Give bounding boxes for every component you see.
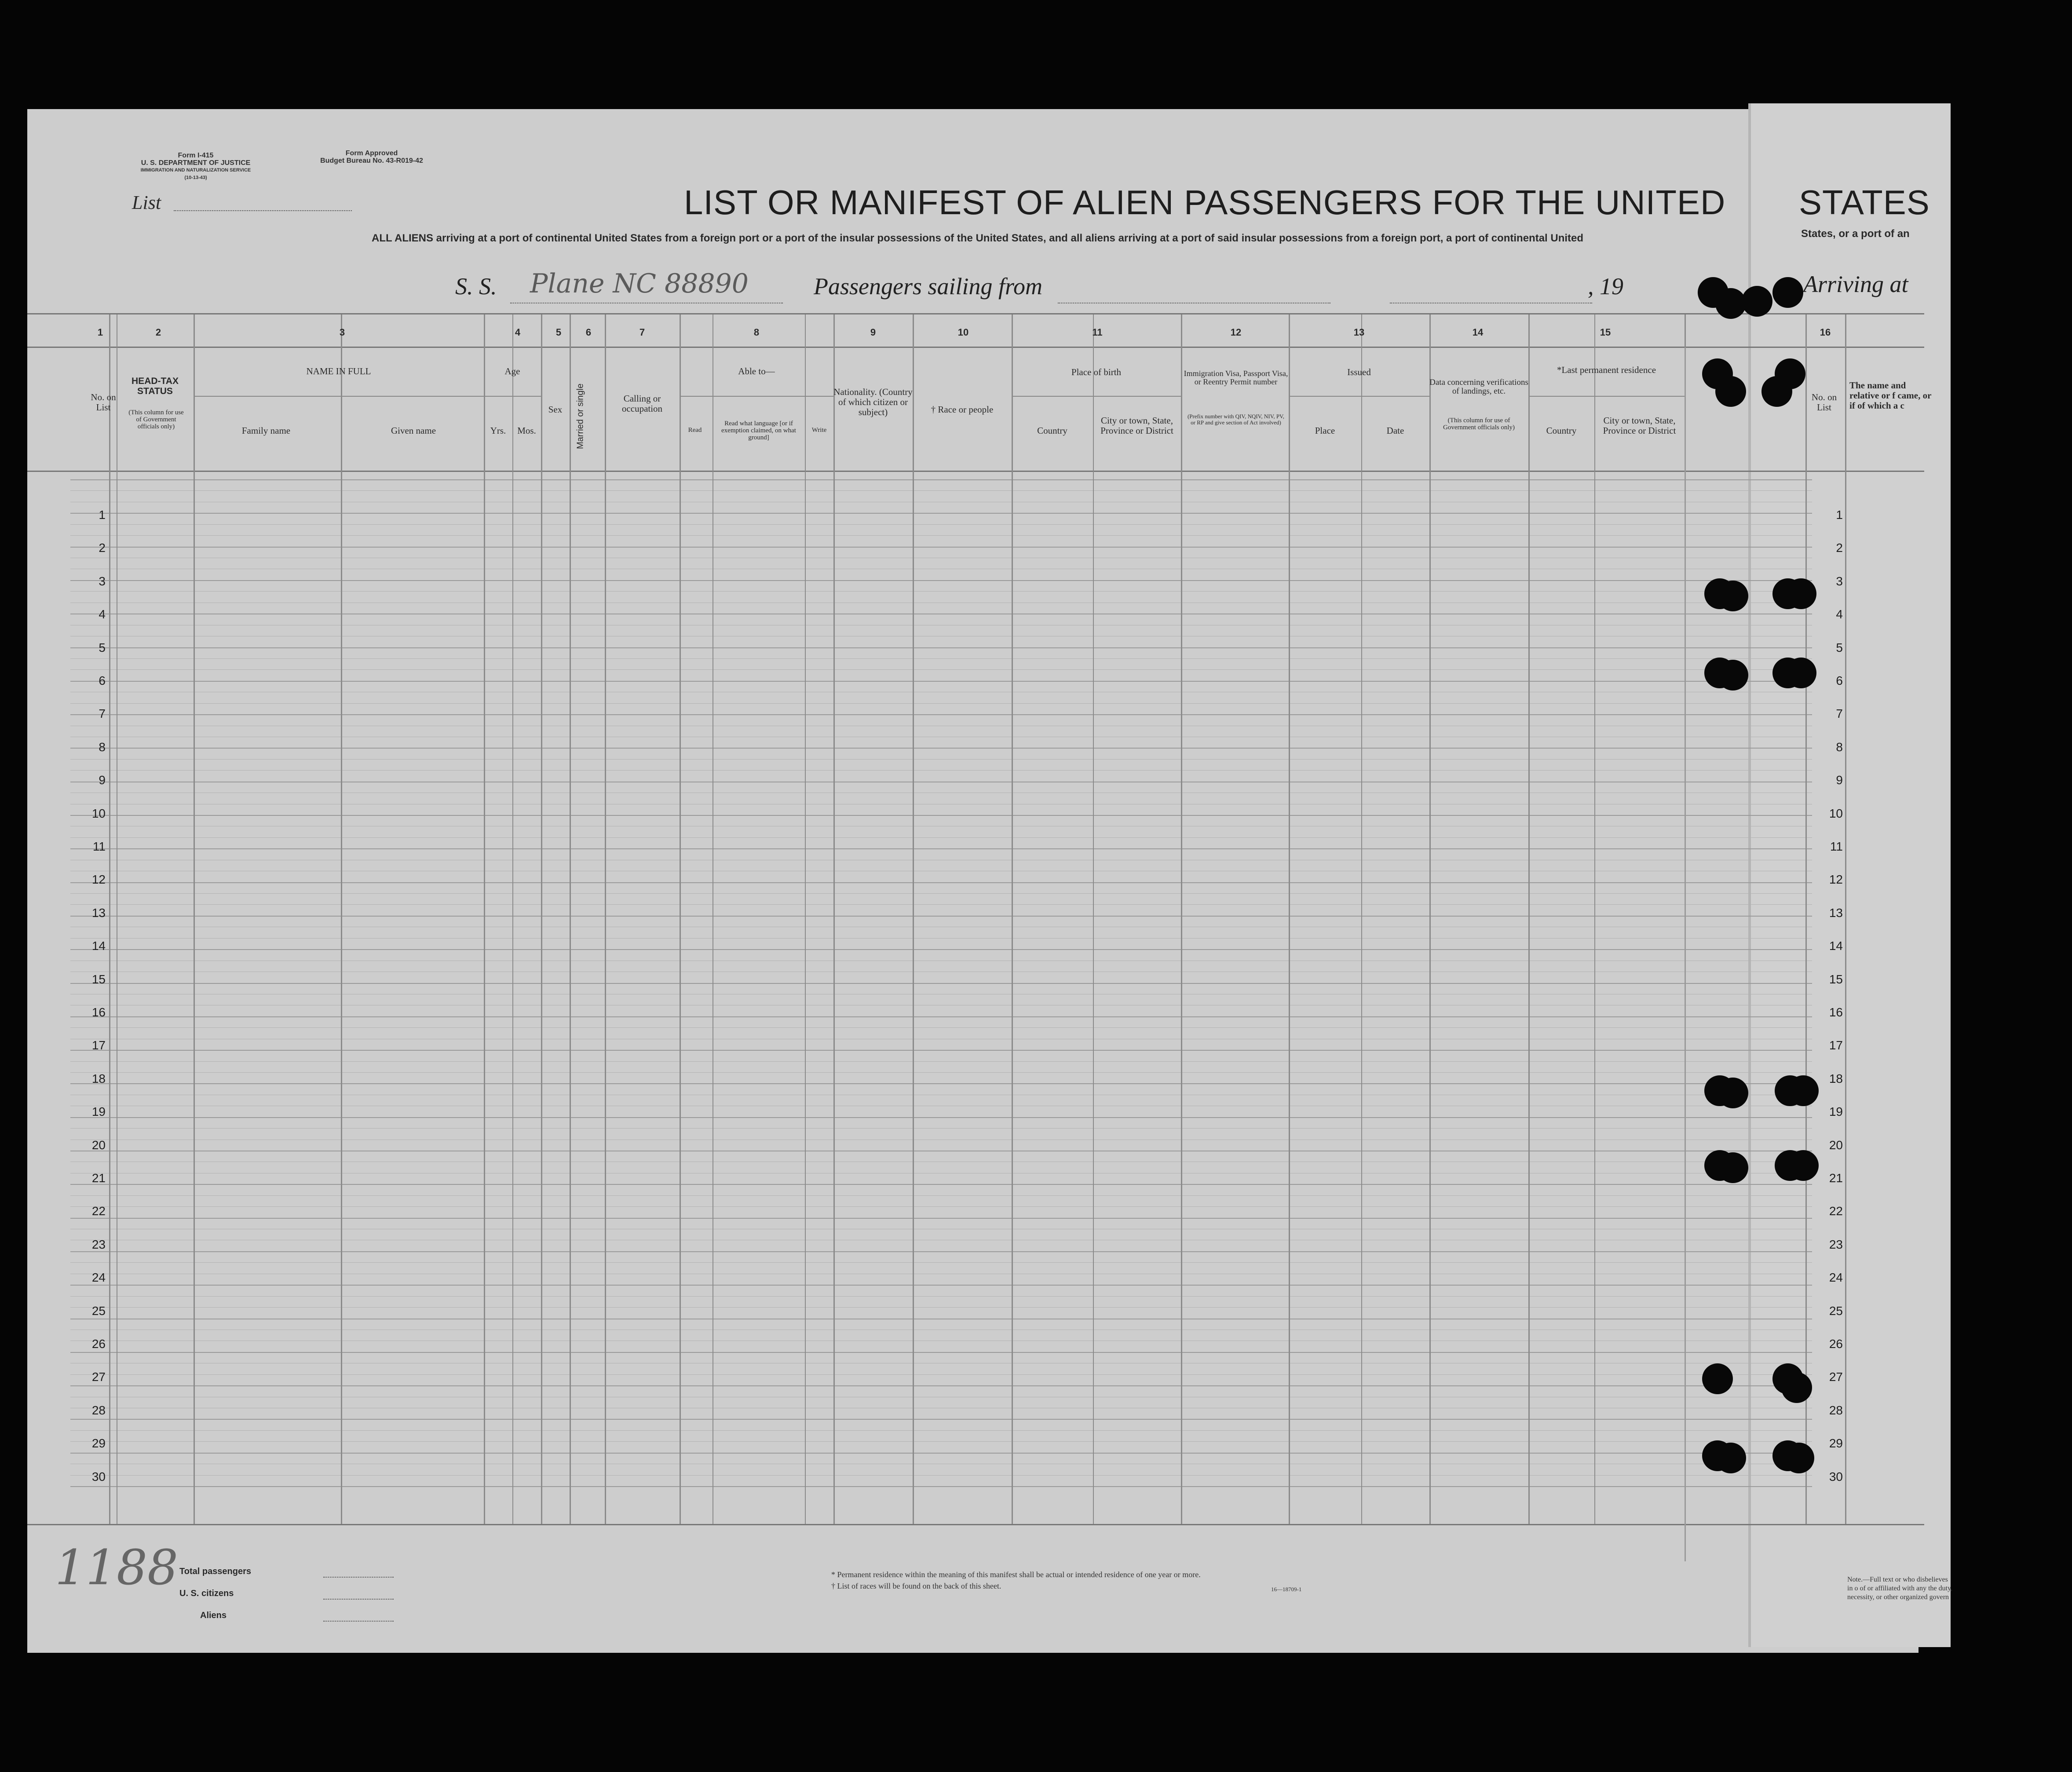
subheader-rule [1289,396,1429,397]
row-number-left: 26 [91,1337,106,1351]
column-number: 13 [1353,327,1365,338]
page-fold [1748,103,1751,1647]
approval-block [299,150,444,164]
column-number: 4 [515,327,521,338]
column-number: 6 [585,327,592,338]
row-number-left: 9 [99,773,106,787]
aliens-blank [323,1621,394,1622]
ss-label: S. S. [455,273,497,300]
aliens-label: Aliens [200,1611,227,1620]
col-able-to: Able to— [738,366,775,376]
col-no-on-list-right: No. on List [1811,392,1837,413]
column-rule [512,314,513,1524]
row-number-left: 21 [91,1171,106,1185]
row-number-right: 9 [1836,773,1843,787]
row-rule [70,893,1812,894]
row-number-right: 1 [1836,508,1843,522]
column-rule [1012,314,1013,1524]
row-number-left: 4 [99,607,106,621]
punch-hole [1772,277,1803,308]
footnote-residence: * Permanent residence within the meaning of this manifest shall be actual or intended residence of one year or more. [831,1570,1201,1579]
row-number-right: 14 [1829,939,1843,953]
row-number-right: 11 [1830,840,1843,853]
row-number-right: 10 [1829,807,1843,820]
col-given-name: Given name [391,425,436,436]
row-rule [70,1430,1812,1431]
col-relative: The name and relative or f came, or if of which a c [1849,380,1932,411]
row-number-right: 25 [1829,1304,1843,1318]
punch-hole [1786,658,1816,688]
column-rule [194,314,195,1524]
col-place-of-birth: Place of birth [1071,367,1122,377]
col-family-name: Family name [241,425,291,436]
row-rule [70,938,1812,939]
punch-hole [1702,1363,1733,1394]
subtitle-continued: States, or a port of an [1801,228,1910,240]
row-number-left: 24 [91,1271,106,1284]
row-rule [70,1419,1812,1420]
manifest-sheet [27,109,1919,1653]
column-number: 14 [1472,327,1484,338]
row-rule [70,1128,1812,1129]
row-rule [70,1385,1812,1386]
col-visa-note: (Prefix number with QIV, NQIV, NIV, PV, or RP and give section of Act involved) [1187,413,1285,426]
row-number-right: 27 [1829,1370,1843,1384]
row-number-left: 25 [91,1304,106,1318]
row-rule [70,1016,1812,1017]
row-number-right: 18 [1829,1072,1843,1085]
row-number-right: 15 [1829,972,1843,986]
row-number-right: 24 [1829,1271,1843,1284]
punch-hole [1783,1443,1814,1473]
col-read-what: Read what language [or if exemption claimed, on what ground] [721,420,796,441]
row-number-left: 30 [91,1470,106,1483]
row-rule [70,524,1812,525]
column-rule [833,314,835,1524]
col-no-on-list: No. on List [91,392,116,413]
column-rule [109,314,110,1524]
punch-hole [1718,1078,1748,1108]
column-number: 5 [555,327,562,338]
total-passengers-label: Total passengers [179,1567,252,1576]
row-rule [70,591,1812,592]
row-rule [70,904,1812,905]
row-rule [70,1453,1812,1454]
row-rule [70,1184,1812,1185]
column-rule [913,314,914,1524]
page-title-continued: STATES [1799,183,1930,222]
row-rule [70,770,1812,771]
col-birth-city: City or town, State, Province or District [1100,415,1173,436]
punch-hole [1742,286,1772,317]
row-number-left: 20 [91,1138,106,1152]
column-rule [605,314,606,1524]
row-number-right: 3 [1836,574,1843,588]
row-rule [70,669,1812,670]
col-read: Read [688,427,702,434]
row-number-right: 4 [1836,607,1843,621]
col-head-tax-note: (This column for use of Government officials only) [128,409,184,430]
row-rule [70,1050,1812,1051]
row-number-right: 28 [1829,1403,1843,1417]
column-number: 10 [957,327,969,338]
column-rule [341,314,342,1524]
column-number: 7 [639,327,645,338]
col-race: † Race or people [931,404,994,415]
row-rule [70,882,1812,883]
col-res-country: Country [1546,425,1577,436]
footnote-races: † List of races will be found on the back of this sheet. [831,1582,1001,1590]
subheader-rule [1528,396,1685,397]
punch-hole [1761,376,1792,407]
row-rule [70,1352,1812,1353]
column-number: 15 [1600,327,1611,338]
col-visa: Immigration Visa, Passport Visa, or Reentry Permit number [1184,369,1288,386]
row-number-left: 28 [91,1403,106,1417]
arriving-label: Arriving at [1803,271,1908,297]
row-rule [70,1083,1812,1084]
row-rule [70,535,1812,536]
col-res-city: City or town, State, Province or District [1603,415,1676,436]
row-number-left: 17 [91,1038,106,1052]
us-citizens-blank [323,1599,394,1600]
row-rule [70,703,1812,704]
row-number-right: 23 [1829,1238,1843,1251]
punch-hole [1715,376,1746,407]
row-rule [70,748,1812,749]
col-issued-place: Place [1315,425,1335,436]
row-number-right: 22 [1829,1204,1843,1218]
form-date: (10-13-43) [184,175,207,180]
column-rule [680,314,681,1524]
row-number-left: 6 [99,674,106,687]
row-rule [70,837,1812,838]
column-rule [1429,314,1431,1524]
row-rule [70,983,1812,984]
row-rule [70,1285,1812,1286]
right-note: Note.—Full text or who disbelieves in o of or affiliated with any the duty, necessity, or other organized govern [1847,1576,1953,1601]
row-rule [70,1195,1812,1196]
subheader-rule [680,396,833,397]
row-rule [70,1262,1812,1263]
col-sex: Sex [548,404,563,415]
row-rule [70,1374,1812,1375]
row-rule [70,1475,1812,1476]
col-yrs: Yrs. [490,425,506,436]
total-passengers-blank [323,1577,394,1578]
row-number-left: 2 [99,541,106,555]
column-number: 16 [1820,327,1831,338]
col-head-tax: HEAD-TAX STATUS [132,376,179,396]
col-birth-country: Country [1037,425,1067,436]
row-number-left: 7 [99,707,106,720]
right-stub-rule [1685,347,1686,1561]
column-number: 12 [1230,327,1242,338]
col-data-concerning: Data concerning verifications of landings, etc. [1429,378,1528,396]
punch-hole [1788,1075,1819,1106]
row-number-left: 29 [91,1436,106,1450]
list-label: List [132,192,161,213]
col-last-residence: *Last permanent residence [1557,365,1656,375]
row-number-left: 12 [91,873,106,886]
column-rule [1594,314,1595,1524]
row-rule [70,647,1812,648]
column-rule [1289,314,1290,1524]
service: IMMIGRATION AND NATURALIZATION SERVICE [140,168,251,173]
row-rule [70,1117,1812,1118]
punch-hole [1718,581,1748,611]
row-number-right: 13 [1829,906,1843,920]
row-number-right: 29 [1829,1436,1843,1450]
row-number-right: 17 [1829,1038,1843,1052]
us-citizens-label: U. S. citizens [179,1589,234,1598]
column-rule [484,314,485,1524]
row-rule [70,513,1812,514]
row-number-left: 18 [91,1072,106,1085]
row-number-right: 5 [1836,641,1843,654]
row-rule [70,1061,1812,1062]
row-number-left: 11 [92,840,106,853]
printer-mark: 16—18709-1 [1271,1586,1302,1593]
punch-hole [1715,1443,1746,1473]
col-calling: Calling or occupation [621,393,663,414]
row-number-right: 16 [1829,1005,1843,1019]
form-approved: Form Approved [345,150,398,157]
column-rule [541,314,542,1524]
subheader-rule [1012,396,1181,397]
header-bottom-rule [27,471,1924,472]
ship-name-handwritten: Plane NC 88890 [530,268,749,299]
row-number-left: 5 [99,641,106,654]
subtitle: ALL ALIENS arriving at a port of continental United States from a foreign port or a port of the insular possessions of the United States, and all aliens arriving at a port of said insular possessions from a foreign port, a port of continental United [372,232,1584,244]
table-bottom-rule [27,1524,1924,1525]
row-number-right: 2 [1836,541,1843,555]
row-rule [70,848,1812,849]
column-rule [570,314,571,1524]
row-rule [70,1486,1812,1487]
punch-hole [1718,1152,1748,1183]
column-rule [1805,314,1807,1524]
punch-hole [1786,578,1816,609]
column-number: 2 [155,327,161,338]
row-number-right: 7 [1836,707,1843,720]
row-number-left: 27 [91,1370,106,1384]
row-number-left: 14 [91,939,106,953]
col-married: Married or single [575,384,585,449]
row-rule [70,681,1812,682]
punch-hole [1718,660,1748,691]
column-rule [1528,314,1530,1524]
column-number: 9 [870,327,876,338]
row-number-left: 10 [91,807,106,820]
form-id-block [112,152,279,182]
row-rule [70,714,1812,715]
right-page [1748,103,1951,1647]
row-rule [70,1206,1812,1207]
row-rule [70,1027,1812,1028]
row-number-right: 19 [1829,1105,1843,1118]
column-rule [1845,314,1846,1524]
row-rule [70,949,1812,950]
column-rule [1361,314,1362,1524]
column-rule [805,314,806,1524]
row-rule [70,1307,1812,1308]
page-title: LIST OR MANIFEST OF ALIEN PASSENGERS FOR THE UNITED [684,183,1726,222]
column-number: 3 [339,327,345,338]
list-blank [174,210,352,211]
column-rule [1093,314,1094,1524]
column-number: 1 [97,327,103,338]
row-rule [70,479,1812,480]
punch-hole [1781,1372,1812,1403]
row-number-left: 15 [91,972,106,986]
row-number-right: 26 [1829,1337,1843,1351]
form-number: Form I-415 [178,152,214,159]
handwritten-sheet-number: 1188 [55,1539,178,1596]
row-number-left: 23 [91,1238,106,1251]
row-number-right: 8 [1836,740,1843,754]
row-rule [70,1251,1812,1252]
department: U. S. DEPARTMENT OF JUSTICE [141,159,251,167]
row-rule [70,547,1812,548]
row-rule [70,759,1812,760]
row-rule [70,916,1812,917]
col-issued: Issued [1347,367,1371,377]
row-rule [70,1296,1812,1297]
row-number-right: 30 [1829,1470,1843,1483]
row-number-right: 21 [1829,1171,1843,1185]
col-name-in-full: NAME IN FULL [306,366,371,376]
row-number-right: 6 [1836,674,1843,687]
row-rule [70,490,1812,491]
col-issued-date: Date [1386,425,1404,436]
row-rule [70,1441,1812,1442]
row-number-left: 13 [91,906,106,920]
table-top-rule [27,313,1924,314]
col-mos: Mos. [517,425,536,436]
column-number: 11 [1092,327,1103,338]
year-prefix: , 19 [1588,273,1623,300]
row-number-left: 19 [91,1105,106,1118]
column-number-rule [27,347,1924,348]
col-age: Age [504,366,520,376]
col-data-note: (This column for use of Government officials only) [1443,417,1515,431]
row-number-left: 1 [99,508,106,522]
col-write: Write [811,427,827,434]
row-rule [70,1072,1812,1073]
row-number-left: 22 [91,1204,106,1218]
punch-hole [1788,1150,1819,1181]
row-number-right: 20 [1829,1138,1843,1152]
col-nationality: Nationality. (Country of which citizen or subject) [833,387,913,417]
row-number-left: 8 [99,740,106,754]
row-number-left: 3 [99,574,106,588]
subheader-rule [194,396,484,397]
row-rule [70,815,1812,816]
row-rule [70,1218,1812,1219]
sailing-label: Passengers sailing from [814,273,1043,300]
row-number-left: 16 [91,1005,106,1019]
column-rule [1181,314,1182,1524]
row-number-right: 12 [1829,873,1843,886]
row-rule [70,580,1812,581]
budget-number: Budget Bureau No. 43-R019-42 [320,157,423,164]
row-rule [70,658,1812,659]
column-number: 8 [753,327,760,338]
